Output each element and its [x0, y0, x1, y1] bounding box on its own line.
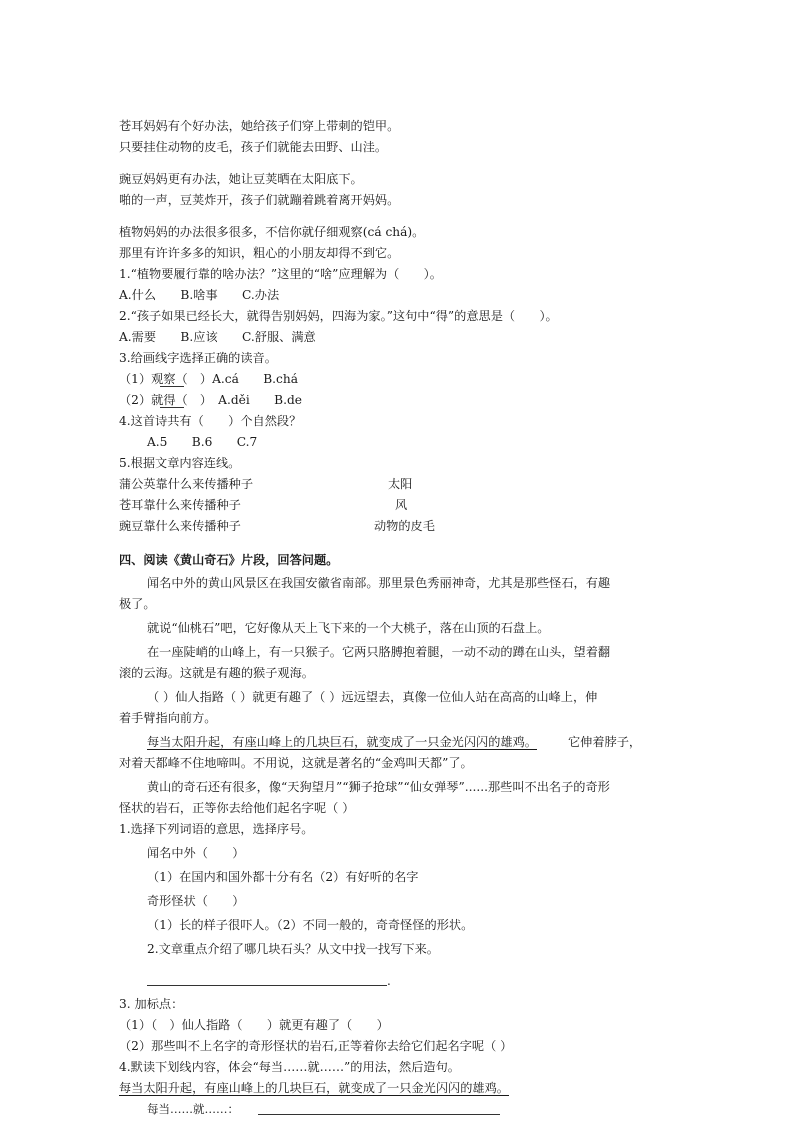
underlined-sentence: 每当太阳升起，有座山峰上的几块巨石，就变成了一只金光闪闪的雄鸡。 [119, 1081, 509, 1095]
options: A.什么 B.啥事 C.办法 [119, 288, 280, 302]
question-3: 3.给画线字选择正确的读音。 [119, 351, 277, 365]
text-line: 只要挂住动物的皮毛，孩子们就能去田野、山洼。 [119, 140, 388, 154]
text-line: 植物妈妈的办法很多很多，不信你就仔细观察(cá chá)。 [119, 225, 425, 239]
underline-mark [160, 386, 184, 387]
punctuation-item-1: （1）（ ）仙人指路（ ）就更有趣了（ ） [119, 1018, 389, 1032]
answer-blank[interactable] [258, 1114, 500, 1115]
answer-blank[interactable] [147, 985, 387, 986]
word-choices: （1）在国内和国外都十分有名（2）有好听的名字 [147, 870, 419, 884]
word-item: 奇形怪状（ ） [147, 894, 245, 908]
text-line: 苍耳妈妈有个好办法，她给孩子们穿上带刺的铠甲。 [119, 119, 400, 133]
question-2: 2.“孩子如果已经长大，就得告别妈妈，四海为家。”这句中“得”的意思是（ ）。 [119, 309, 558, 323]
question-4: 4.这首诗共有（ ）个自然段？ [119, 414, 302, 428]
question-1: 1.“植物要履行靠的啥办法？”这里的“啥”应理解为（ ）。 [119, 267, 442, 281]
matching-left: 苍耳靠什么来传播种子 [119, 498, 241, 512]
question-4: 4.默读下划线内容，体会“每当……就……”的用法，然后造句。 [119, 1060, 460, 1074]
question-5: 5.根据文章内容连线。 [119, 456, 241, 470]
underlined-sentence: 每当太阳升起，有座山峰上的几块巨石，就变成了一只金光闪闪的雄鸡。 [147, 735, 537, 749]
options: A.5 B.6 C.7 [147, 435, 258, 449]
paragraph-line: 闻名中外的黄山风景区在我国安徽省南部。那里景色秀丽神奇，尤其是那些怪石，有趣 [147, 576, 611, 590]
paragraph-line: 就说“仙桃石”吧，它好像从天上飞下来的一个大桃子，落在山顶的石盘上。 [147, 621, 550, 635]
matching-right: 风 [395, 498, 408, 512]
question-3-item-2: （2）就得（ ） A.děi B.de [119, 393, 302, 407]
paragraph-line: 黄山的奇石还有很多，像“天狗望月”“狮子抢球”“仙女弹琴”......那些叫不出名子的奇形 [147, 780, 610, 794]
question-3-item-1: （1）观察（ ）A.cá B.chá [119, 372, 298, 386]
paragraph-line: 在一座陡峭的山峰上，有一只猴子。它两只胳膊抱着腿，一动不动的蹲在山头，望着翻 [147, 645, 611, 659]
options: A.需要 B.应该 C.舒服、满意 [119, 330, 316, 344]
matching-right: 动物的皮毛 [374, 519, 435, 533]
paragraph-line: （ ）仙人指路（ ）就更有趣了（ ）远远望去，真像一位仙人站在高高的山峰上，伸 [147, 690, 598, 704]
matching-left: 豌豆靠什么来传播种子 [119, 519, 241, 533]
paragraph-line: 对着天都峰不住地啼叫。不用说，这就是著名的“金鸡叫天都”了。 [119, 756, 473, 770]
word-item: 闻名中外（ ） [147, 846, 245, 860]
text-line: 那里有许许多多的知识，粗心的小朋友却得不到它。 [119, 246, 400, 260]
paragraph-line: 滚的云海。这就是有趣的猴子观海。 [119, 666, 314, 680]
section-heading: 四、阅读《黄山奇石》片段，回答问题。 [119, 553, 339, 567]
paragraph-line: 它伸着脖子， [568, 735, 642, 749]
text-line: 啪的一声，豆荚炸开，孩子们就蹦着跳着离开妈妈。 [119, 193, 400, 207]
question-2: 2.文章重点介绍了哪几块石头？从文中找一找写下来。 [147, 942, 439, 956]
paragraph-line: 怪状的岩石，正等你去给他们起名字呢（ ） [119, 801, 355, 815]
matching-right: 太阳 [388, 477, 413, 491]
period-mark: . [387, 974, 391, 988]
paragraph-line: 极了。 [119, 597, 156, 611]
matching-left: 蒲公英靠什么来传播种子 [119, 477, 254, 491]
text-line: 豌豆妈妈更有办法，她让豆荚晒在太阳底下。 [119, 172, 363, 186]
underline-mark [160, 407, 184, 408]
paragraph-line: 着手臂指向前方。 [119, 711, 217, 725]
word-choices: （1）长的样子很吓人。（2）不同一般的，奇奇怪怪的形状。 [147, 918, 474, 932]
punctuation-item-2: （2）那些叫不上名字的奇形怪状的岩石,正等着你去给它们起名字呢（ ） [119, 1039, 513, 1053]
question-1: 1.选择下列词语的意思，选择序号。 [119, 822, 314, 836]
question-3: 3. 加标点： [119, 997, 184, 1011]
sentence-prompt: 每当……就……： [147, 1102, 239, 1116]
